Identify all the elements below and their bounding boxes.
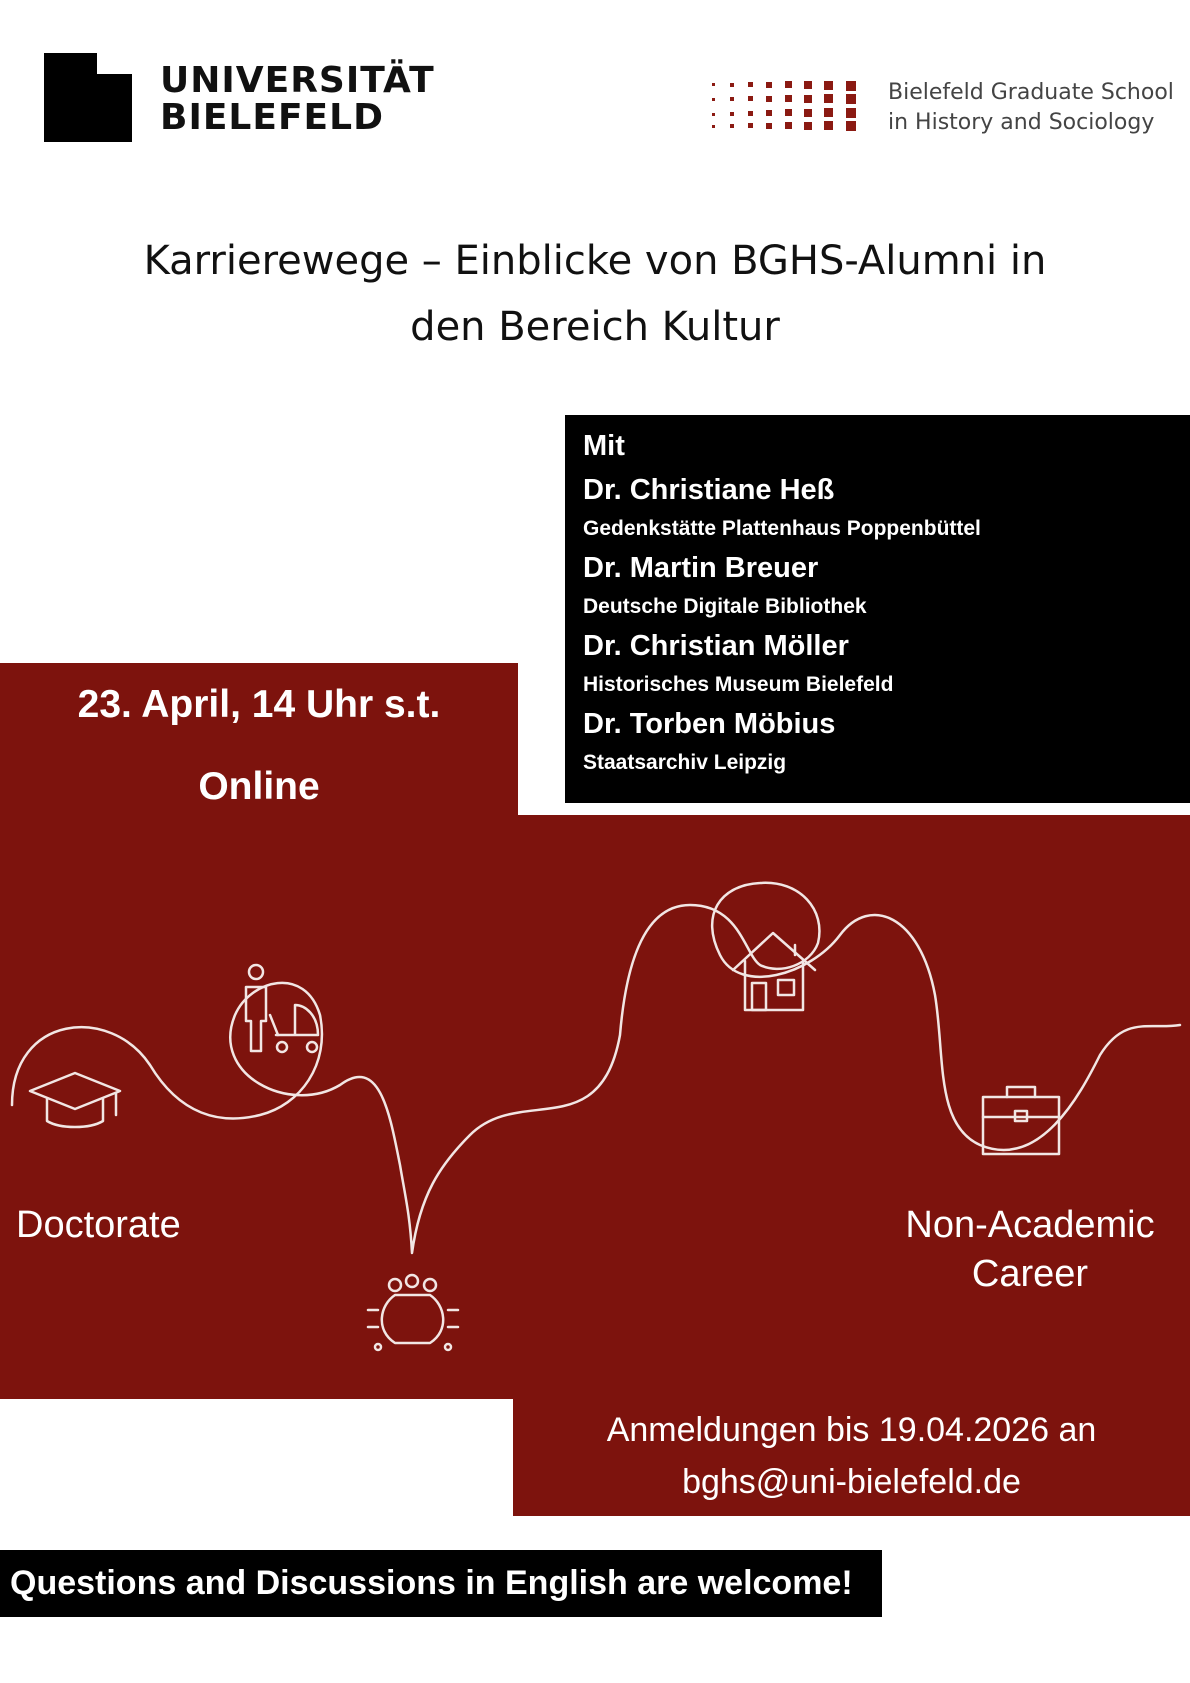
event-date: 23. April, 14 Uhr s.t.: [77, 683, 441, 726]
page-title-line1: Karrierewege – Einblicke von BGHS-Alumni in: [143, 238, 1047, 284]
career-path-line: [12, 883, 1180, 1253]
speaker-org: Gedenkstätte Plattenhaus Poppenbüttel: [583, 517, 981, 540]
university-name-line1: UNIVERSITÄT: [160, 60, 435, 101]
journey-start-label: Doctorate: [16, 1204, 181, 1246]
speaker-org: Staatsarchiv Leipzig: [583, 751, 787, 774]
briefcase-icon: [983, 1087, 1059, 1154]
page-title: [60, 228, 1130, 360]
speaker-name: Dr. Christian Möller: [583, 630, 849, 662]
speaker-org: Historisches Museum Bielefeld: [583, 673, 894, 696]
speaker-name: Dr. Martin Breuer: [583, 552, 819, 584]
university-logo-mark: [44, 53, 132, 142]
bghs-logo-dots: [712, 81, 872, 131]
bghs-name: [888, 78, 1174, 138]
bghs-name-line2: in History and Sociology: [888, 110, 1155, 135]
speaker-org: Deutsche Digitale Bibliothek: [583, 595, 867, 618]
university-name: [160, 62, 435, 136]
page-title-line2: den Bereich Kultur: [410, 304, 780, 350]
registration-deadline: Anmeldungen bis 19.04.2026 an: [606, 1411, 1097, 1449]
bghs-name-line1: Bielefeld Graduate School: [888, 80, 1174, 105]
career-path-illustration: [0, 815, 1190, 1399]
event-format: Online: [198, 765, 320, 808]
university-name-line2: BIELEFELD: [160, 97, 384, 138]
speaker-name: Dr. Christiane Heß: [583, 474, 835, 506]
speakers-box: [565, 415, 1190, 803]
journey-end-label-line2: Career: [971, 1253, 1089, 1295]
speaker-name: Dr. Torben Möbius: [583, 708, 836, 740]
language-note: Questions and Discussions in English are welcome!: [10, 1564, 853, 1602]
journey-end-label-line1: Non-Academic: [905, 1204, 1155, 1246]
meeting-table-icon: [368, 1275, 458, 1350]
parent-with-stroller-icon: [246, 965, 318, 1052]
registration-email: bghs@uni-bielefeld.de: [682, 1463, 1021, 1501]
journey-end-label: [880, 1201, 1180, 1299]
speakers-intro: Mit: [583, 430, 625, 462]
graduation-cap-icon: [30, 1073, 120, 1127]
